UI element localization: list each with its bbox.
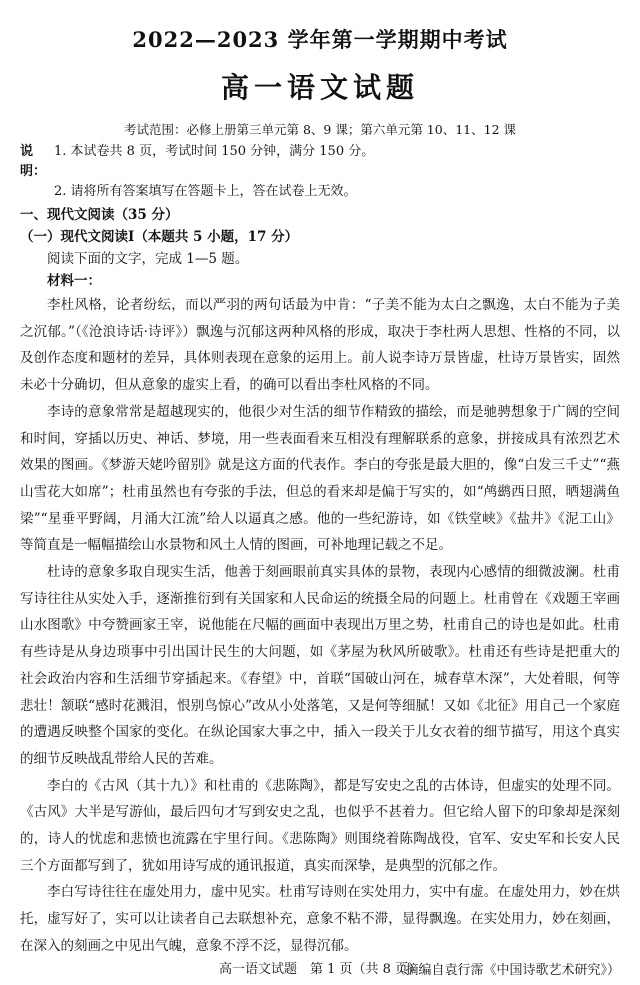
exam-page [0, 24, 640, 985]
paragraph-3: 杜诗的意象多取自现实生活，他善于刻画眼前真实具体的景物，表现内心感情的细微波澜。杜甫写诗往往从实处入手，逐渐推衍到有关国家和人民命运的统摄全局的问题上。杜甫曾在《戏题王宰画山水图歌》中夸赞画家王宰，说他能在尺幅的画面中表现出万里之势，杜甫自己的诗也是如此。杜甫有些诗是从身边琐事中引出国计民生的大问题，如《茅屋为秋风所破歌》。杜甫还有些诗是把重大的社会政治内容和生活细节穿插起来。《春望》中，首联“国破山河在，城春草木深”，大处着眼，何等悲壮！颔联“感时花溅泪，恨别鸟惊心”改从小处落笔，又是何等细腻！又如《北征》用自己一个家庭的遭遇反映整个国家的变化。在纵论国家大事之中，插入一段关于儿女衣着的细节描写，用这个真实的细节反映战乱带给人民的苦难。 [20, 564, 620, 767]
paragraph-1: 李杜风格，论者纷纭，而以严羽的两句话最为中肯：“子美不能为太白之飘逸，太白不能为子美之沉郁。”（《沧浪诗话·诗评》）飘逸与沉郁这两种风格的形成，取决于李杜两人思想、性格的不同，以及创作态度和题材的差异，具体则表现在意象的运用上。前人说李诗万景皆虚，杜诗万景皆实，固然未必十分确切，但从意象的虚实上看，的确可以看出李杜风格的不同。 [20, 297, 620, 394]
notes-line-1: 1. 本试卷共 8 页，考试时间 150 分钟，满分 150 分。 [54, 144, 375, 159]
exam-title: 2022—2023 学年第一学期期中考试 [132, 27, 508, 52]
notes-label: 说明： [20, 144, 47, 179]
source-citation: （摘编自袁行霈《中国诗歌艺术研究》） [392, 962, 620, 978]
paragraph-5: 李白写诗往往在虚处用力，虚中见实。杜甫写诗则在实处用力，实中有虚。在虚处用力，妙在烘托，虚写好了，实可以让读者自己去联想补充，意象不粘不滞，显得飘逸。在实处用力，妙在刻画，在深入的刻画之中见出气魄，意象不浮不泛，显得沉郁。 [20, 884, 620, 954]
paragraph-4: 李白的《古风（其十九）》和杜甫的《悲陈陶》，都是写安史之乱的古体诗，但虚实的处理不同。《古风》大半是写游仙，最后四句才写到安史之乱，也似乎不甚着力。但它给人留下的印象却是深刻的，诗人的忧虑和悲愤也流露在宇里行间。《悲陈陶》则围绕着陈陶战役，官军、安史军和长安人民三个方面都写到了，犹如用诗写成的通讯报道，真实而深挚，是典型的沉郁之作。 [20, 777, 620, 874]
exam-notes [20, 142, 620, 202]
paragraph-2: 李诗的意象常常是超越现实的，他很少对生活的细节作精致的描绘，而是驰骋想象于广阔的空间和时间，穿插以历史、神话、梦境，用一些表面看来互相没有理解联系的意象，拼接成具有浓烈艺术效果的图画。《梦游天姥吟留别》就是这方面的代表作。李白的夸张是最大胆的，像“白发三千丈”“燕山雪花大如席”；杜甫虽然也有夸张的手法，但总的看来却是偏于写实的，如“鸬鹚西日照，晒翅满鱼梁”“星垂平野阔，月涌大江流”给人以逼真之感。他的一些纪游诗，如《铁堂峡》《盐井》《泥工山》等简直是一幅幅描绘山水景物和风土人情的图画，可补地理记载之不足。 [20, 403, 620, 554]
subsection-heading: （一）现代文阅读Ⅰ（本题共 5 小题，17 分） [20, 229, 299, 245]
exam-scope: 考试范围：必修上册第三单元第 8、9 课；第六单元第 10、11、12 课 [123, 122, 517, 137]
section-heading: 一、现代文阅读（35 分） [20, 207, 179, 223]
reading-instruction: 阅读下面的文字，完成 1—5 题。 [47, 251, 249, 267]
page-footer: 高一语文试题 第 1 页（共 8 页） [218, 962, 422, 977]
material-label: 材料一： [47, 273, 101, 289]
paper-title: 高一语文试题 [220, 71, 419, 104]
notes-line-2: 2. 请将所有答案填写在答题卡上，答在试卷上无效。 [54, 184, 357, 199]
